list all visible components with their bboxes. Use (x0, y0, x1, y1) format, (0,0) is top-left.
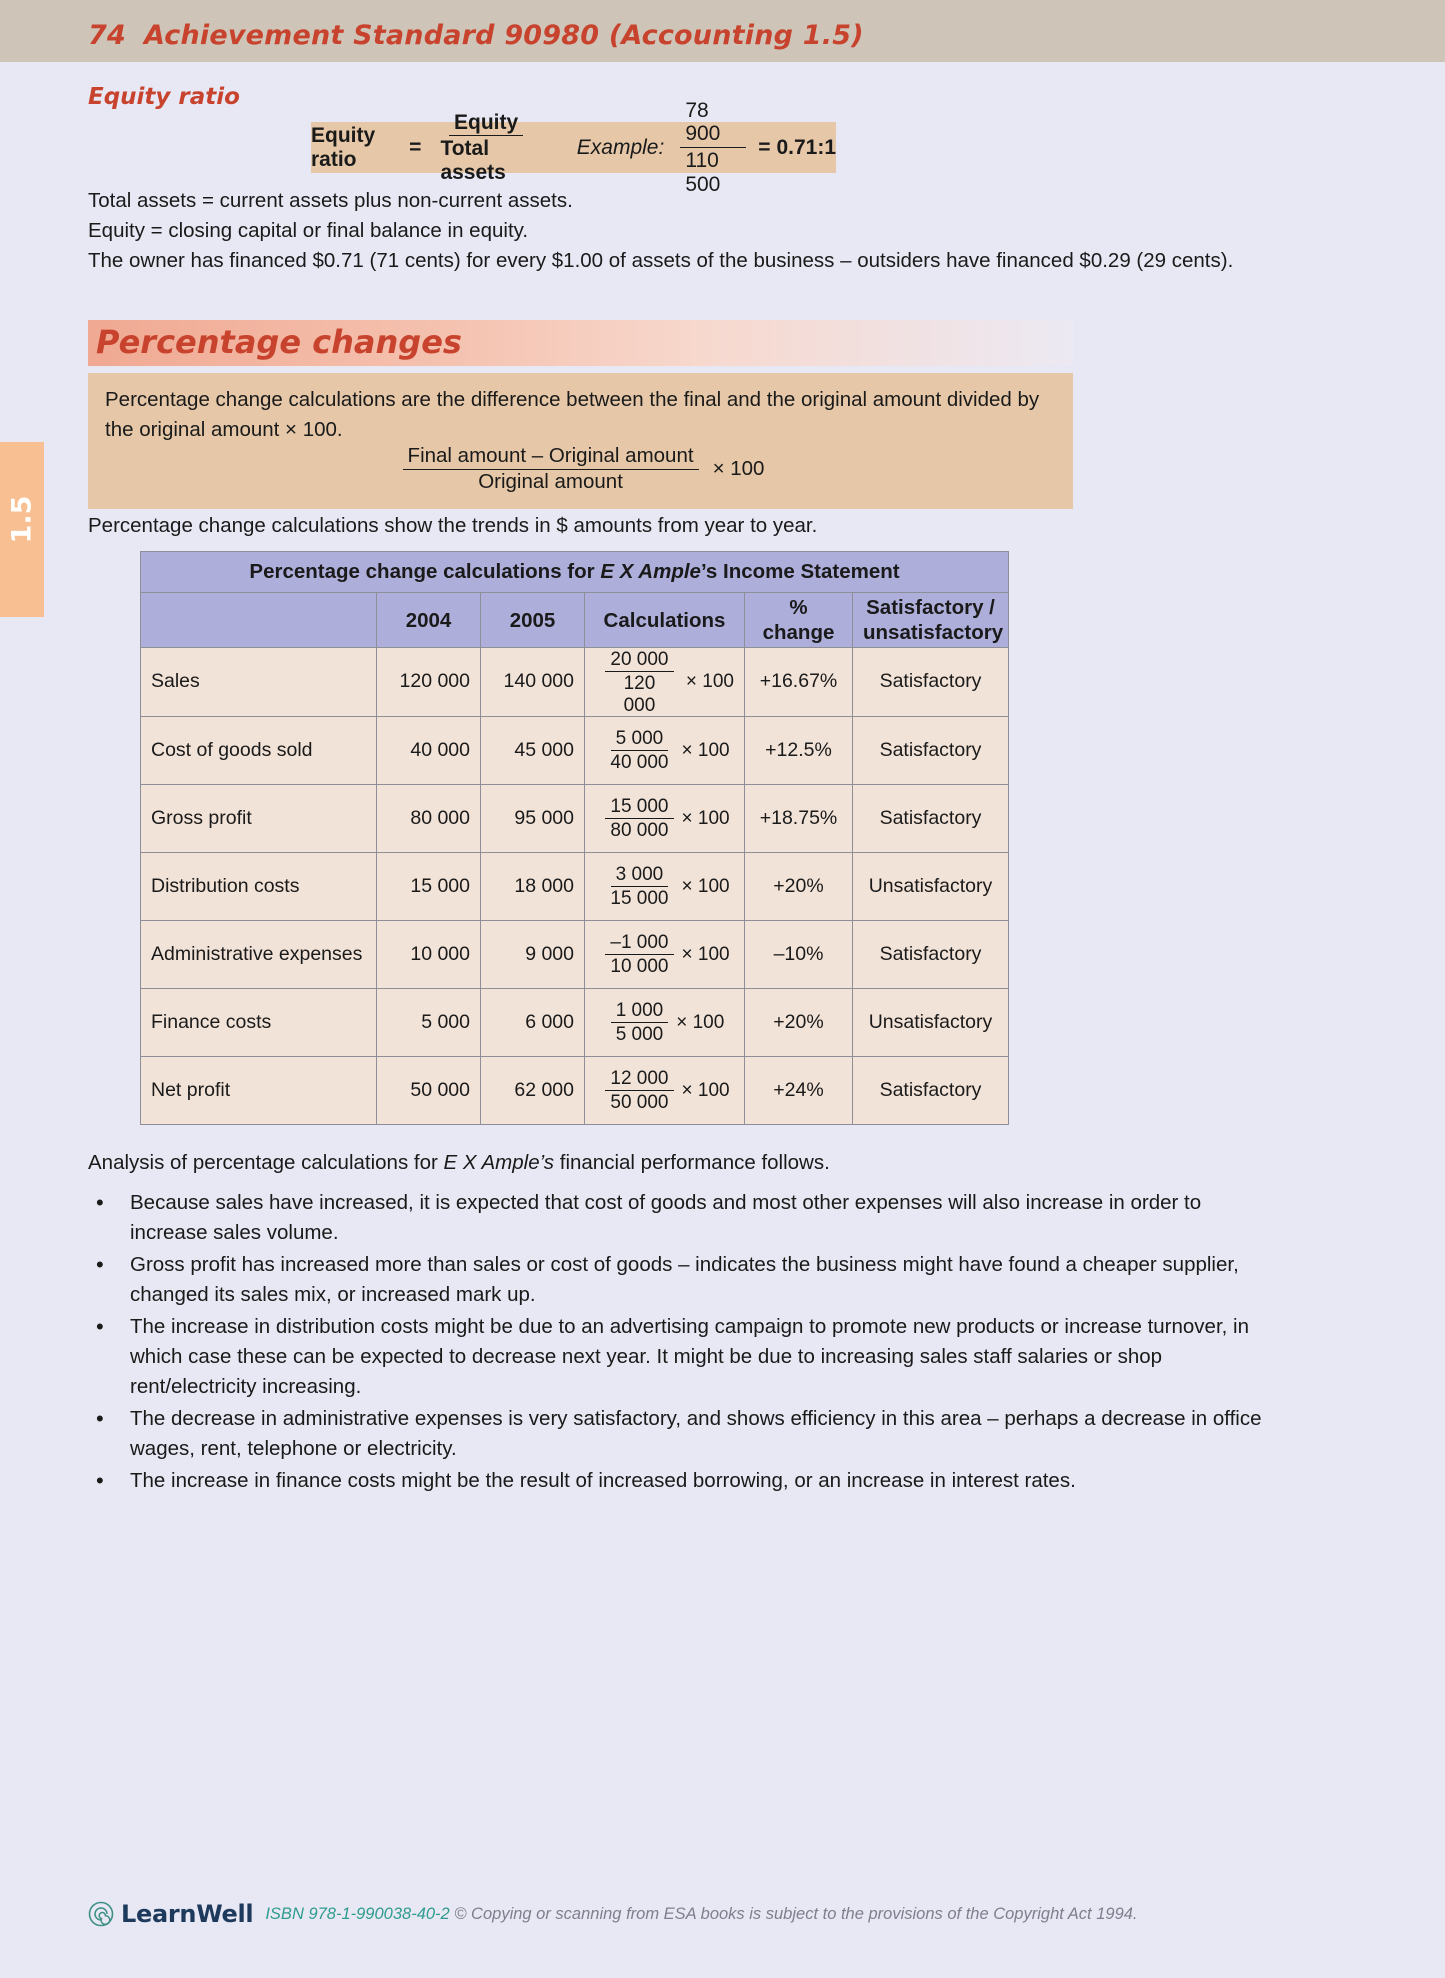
calculation-fraction (605, 932, 673, 978)
table-row (141, 1056, 1009, 1124)
row-2004: 40 000 (377, 716, 481, 784)
calculation-multiplier: × 100 (681, 875, 730, 897)
equity-ratio-formula (311, 99, 836, 196)
col-header-verdict-line1: Satisfactory / (866, 596, 995, 619)
row-label: Distribution costs (141, 852, 377, 920)
table-row (141, 716, 1009, 784)
percentage-changes-heading-band (88, 320, 1073, 366)
row-pct-change: +20% (745, 852, 853, 920)
calculation-numerator: 5 000 (611, 728, 669, 751)
col-header-2004: 2004 (377, 593, 481, 648)
row-label: Net profit (141, 1056, 377, 1124)
bullet-marker-icon: • (96, 1406, 104, 1431)
equity-note-owner-financed: The owner has financed $0.71 (71 cents) for every $1.00 of assets of the business – outsiders have financed $0.29 (29 cents). (88, 249, 1234, 272)
table-body (141, 648, 1009, 1125)
percentage-change-denominator: Original amount (478, 469, 623, 493)
table-caption-italic: E X Ample (600, 560, 701, 583)
percentage-change-formula-box (88, 373, 1073, 509)
analysis-section (88, 1148, 1278, 1498)
percentage-change-lead-in: Percentage change calculations show the trends in $ amounts from year to year. (88, 514, 818, 537)
equity-example-denominator: 110 500 (685, 149, 721, 196)
side-tab-label: 1.5 (6, 495, 38, 544)
percentage-change-formula (88, 445, 1073, 494)
analysis-bullet-text: Gross profit has increased more than sales or cost of goods – indicates the business might have found a cheaper supplier, changed its sales mix, or increased mark up. (130, 1253, 1239, 1306)
table-caption-suffix: ’s Income Statement (700, 560, 900, 583)
row-2005: 18 000 (481, 852, 585, 920)
calculation-fraction (605, 728, 673, 774)
row-calculation (585, 716, 745, 784)
calculation-numerator: 12 000 (605, 1068, 673, 1091)
analysis-bullet-text: The increase in distribution costs might be due to an advertising campaign to promote new products or increase turnover, in which case these can be expected to decrease next year. It might be due to increasing sales staff salaries or shop rent/electricity increasing. (130, 1315, 1249, 1398)
header-standard-title: Achievement Standard 90980 (Accounting 1.5) (143, 20, 864, 51)
table-caption-prefix: Percentage change calculations for (249, 560, 601, 583)
table-row (141, 920, 1009, 988)
equity-ratio-formula-lhs: Equity ratio (311, 123, 376, 171)
calculation-expression (599, 1068, 729, 1114)
col-header-verdict (853, 593, 1009, 648)
analysis-bullet (88, 1312, 1278, 1402)
equity-ratio-numerator: Equity (449, 111, 523, 137)
row-verdict: Satisfactory (853, 1056, 1009, 1124)
analysis-bullet-text: The decrease in administrative expenses is very satisfactory, and shows efficiency in this area – perhaps a decrease in office wages, rent, telephone or electricity. (130, 1407, 1262, 1460)
row-2004: 10 000 (377, 920, 481, 988)
bullet-marker-icon: • (96, 1314, 104, 1339)
bullet-marker-icon: • (96, 1190, 104, 1215)
row-calculation (585, 1056, 745, 1124)
analysis-bullet-text: Because sales have increased, it is expected that cost of goods and most other expenses will also increase in order to increase sales volume. (130, 1191, 1202, 1244)
calculation-denominator: 40 000 (610, 752, 669, 774)
equity-example-result: 0.71:1 (776, 135, 836, 159)
row-2004: 5 000 (377, 988, 481, 1056)
col-header-pct-change: % change (745, 593, 853, 648)
analysis-bullet-text: The increase in finance costs might be the result of increased borrowing, or an increase in interest rates. (130, 1469, 1076, 1492)
calculation-denominator: 80 000 (610, 820, 669, 842)
row-calculation (585, 784, 745, 852)
analysis-bullet-list (88, 1188, 1278, 1496)
calculation-expression (599, 728, 729, 774)
calculation-expression (599, 796, 729, 842)
analysis-intro (88, 1148, 1278, 1178)
table-column-header-row (141, 593, 1009, 648)
calculation-fraction (605, 796, 673, 842)
spiral-icon (88, 1901, 114, 1927)
row-2004: 50 000 (377, 1056, 481, 1124)
bullet-marker-icon: • (96, 1468, 104, 1493)
row-label: Administrative expenses (141, 920, 377, 988)
equity-ratio-denominator: Total assets (440, 137, 506, 184)
calculation-denominator: 5 000 (615, 1024, 664, 1046)
calculation-multiplier: × 100 (681, 739, 730, 761)
percentage-changes-heading: Percentage changes (96, 323, 462, 361)
learnwell-wordmark: LearnWell (121, 1900, 254, 1928)
col-header-calculations: Calculations (585, 593, 745, 648)
row-2005: 140 000 (481, 648, 585, 717)
calculation-numerator: 1 000 (611, 1000, 669, 1023)
row-2005: 45 000 (481, 716, 585, 784)
analysis-bullet (88, 1250, 1278, 1310)
percentage-change-intro: Percentage change calculations are the difference between the final and the original amount divided by the original amount × 100. (105, 388, 1040, 441)
row-2004: 15 000 (377, 852, 481, 920)
equity-ratio-fraction (435, 111, 536, 185)
side-tab-standard (0, 442, 44, 617)
row-verdict: Satisfactory (853, 648, 1009, 717)
row-label: Sales (141, 648, 377, 717)
analysis-bullet (88, 1466, 1278, 1496)
calculation-expression (599, 932, 729, 978)
page-header-title (88, 20, 864, 51)
page-footer (88, 1900, 1288, 1928)
calculation-fraction (605, 864, 673, 910)
row-verdict: Satisfactory (853, 716, 1009, 784)
equity-example-equals: = (758, 135, 771, 159)
equity-ratio-formula-box (311, 98, 836, 196)
calculation-numerator: 20 000 (605, 649, 673, 672)
footer-legal (265, 1905, 1137, 1924)
equity-example-label: Example: (576, 135, 665, 159)
percentage-change-numerator: Final amount – Original amount (403, 445, 699, 470)
equity-ratio-equals: = (409, 135, 422, 159)
row-verdict: Satisfactory (853, 920, 1009, 988)
calculation-numerator: 3 000 (611, 864, 669, 887)
row-calculation (585, 852, 745, 920)
page-number: 74 (88, 20, 126, 51)
col-header-verdict-line2: unsatisfactory (863, 621, 1004, 644)
table-row (141, 988, 1009, 1056)
row-pct-change: –10% (745, 920, 853, 988)
row-calculation (585, 648, 745, 717)
row-label: Cost of goods sold (141, 716, 377, 784)
bullet-marker-icon: • (96, 1252, 104, 1277)
calculation-denominator: 10 000 (610, 956, 669, 978)
row-calculation (585, 988, 745, 1056)
calculation-expression (599, 864, 729, 910)
calculation-fraction (611, 1000, 669, 1046)
equity-ratio-heading: Equity ratio (88, 84, 240, 110)
row-pct-change: +24% (745, 1056, 853, 1124)
row-pct-change: +16.67% (745, 648, 853, 717)
col-header-2005: 2005 (481, 593, 585, 648)
row-2005: 6 000 (481, 988, 585, 1056)
equity-example-fraction (680, 99, 746, 196)
calculation-denominator: 15 000 (610, 888, 669, 910)
percentage-change-multiplier: × 100 (712, 457, 765, 481)
table-row (141, 852, 1009, 920)
calculation-expression (605, 1000, 725, 1046)
row-pct-change: +20% (745, 988, 853, 1056)
row-label: Finance costs (141, 988, 377, 1056)
calculation-multiplier: × 100 (681, 807, 730, 829)
percentage-change-table-wrap (140, 551, 1008, 1125)
table-row (141, 648, 1009, 717)
row-calculation (585, 920, 745, 988)
calculation-multiplier: × 100 (681, 943, 730, 965)
row-2004: 120 000 (377, 648, 481, 717)
row-verdict: Unsatisfactory (853, 852, 1009, 920)
calculation-multiplier: × 100 (685, 671, 734, 693)
calculation-multiplier: × 100 (681, 1079, 730, 1101)
calculation-denominator: 120 000 (623, 673, 656, 716)
calculation-denominator: 50 000 (610, 1092, 669, 1114)
analysis-intro-suffix: financial performance follows. (554, 1151, 830, 1174)
footer-copyright: © Copying or scanning from ESA books is subject to the provisions of the Copyright Act 1994. (454, 1904, 1138, 1923)
calculation-fraction (601, 649, 678, 716)
row-2005: 9 000 (481, 920, 585, 988)
analysis-intro-prefix: Analysis of percentage calculations for (88, 1151, 444, 1174)
row-pct-change: +18.75% (745, 784, 853, 852)
row-2004: 80 000 (377, 784, 481, 852)
analysis-bullet (88, 1404, 1278, 1464)
analysis-intro-italic: E X Ample’s (443, 1151, 555, 1174)
calculation-numerator: 15 000 (605, 796, 673, 819)
row-pct-change: +12.5% (745, 716, 853, 784)
row-verdict: Unsatisfactory (853, 988, 1009, 1056)
percentage-change-table (140, 551, 1009, 1125)
calculation-multiplier: × 100 (676, 1011, 725, 1033)
percentage-change-fraction (403, 445, 699, 494)
learnwell-logo (88, 1900, 253, 1928)
calculation-numerator: –1 000 (605, 932, 673, 955)
equity-example-numerator: 78 900 (680, 99, 746, 148)
calculation-expression (595, 649, 734, 716)
table-caption-row (141, 552, 1009, 593)
footer-isbn: ISBN 978-1-990038-40-2 (265, 1904, 450, 1923)
row-2005: 62 000 (481, 1056, 585, 1124)
equity-note-equity: Equity = closing capital or final balance in equity. (88, 219, 529, 242)
equity-note-total-assets: Total assets = current assets plus non-current assets. (88, 189, 573, 212)
row-2005: 95 000 (481, 784, 585, 852)
table-caption (141, 552, 1009, 593)
analysis-bullet (88, 1188, 1278, 1248)
table-row (141, 784, 1009, 852)
row-label: Gross profit (141, 784, 377, 852)
col-header-item (141, 593, 377, 648)
row-verdict: Satisfactory (853, 784, 1009, 852)
calculation-fraction (605, 1068, 673, 1114)
